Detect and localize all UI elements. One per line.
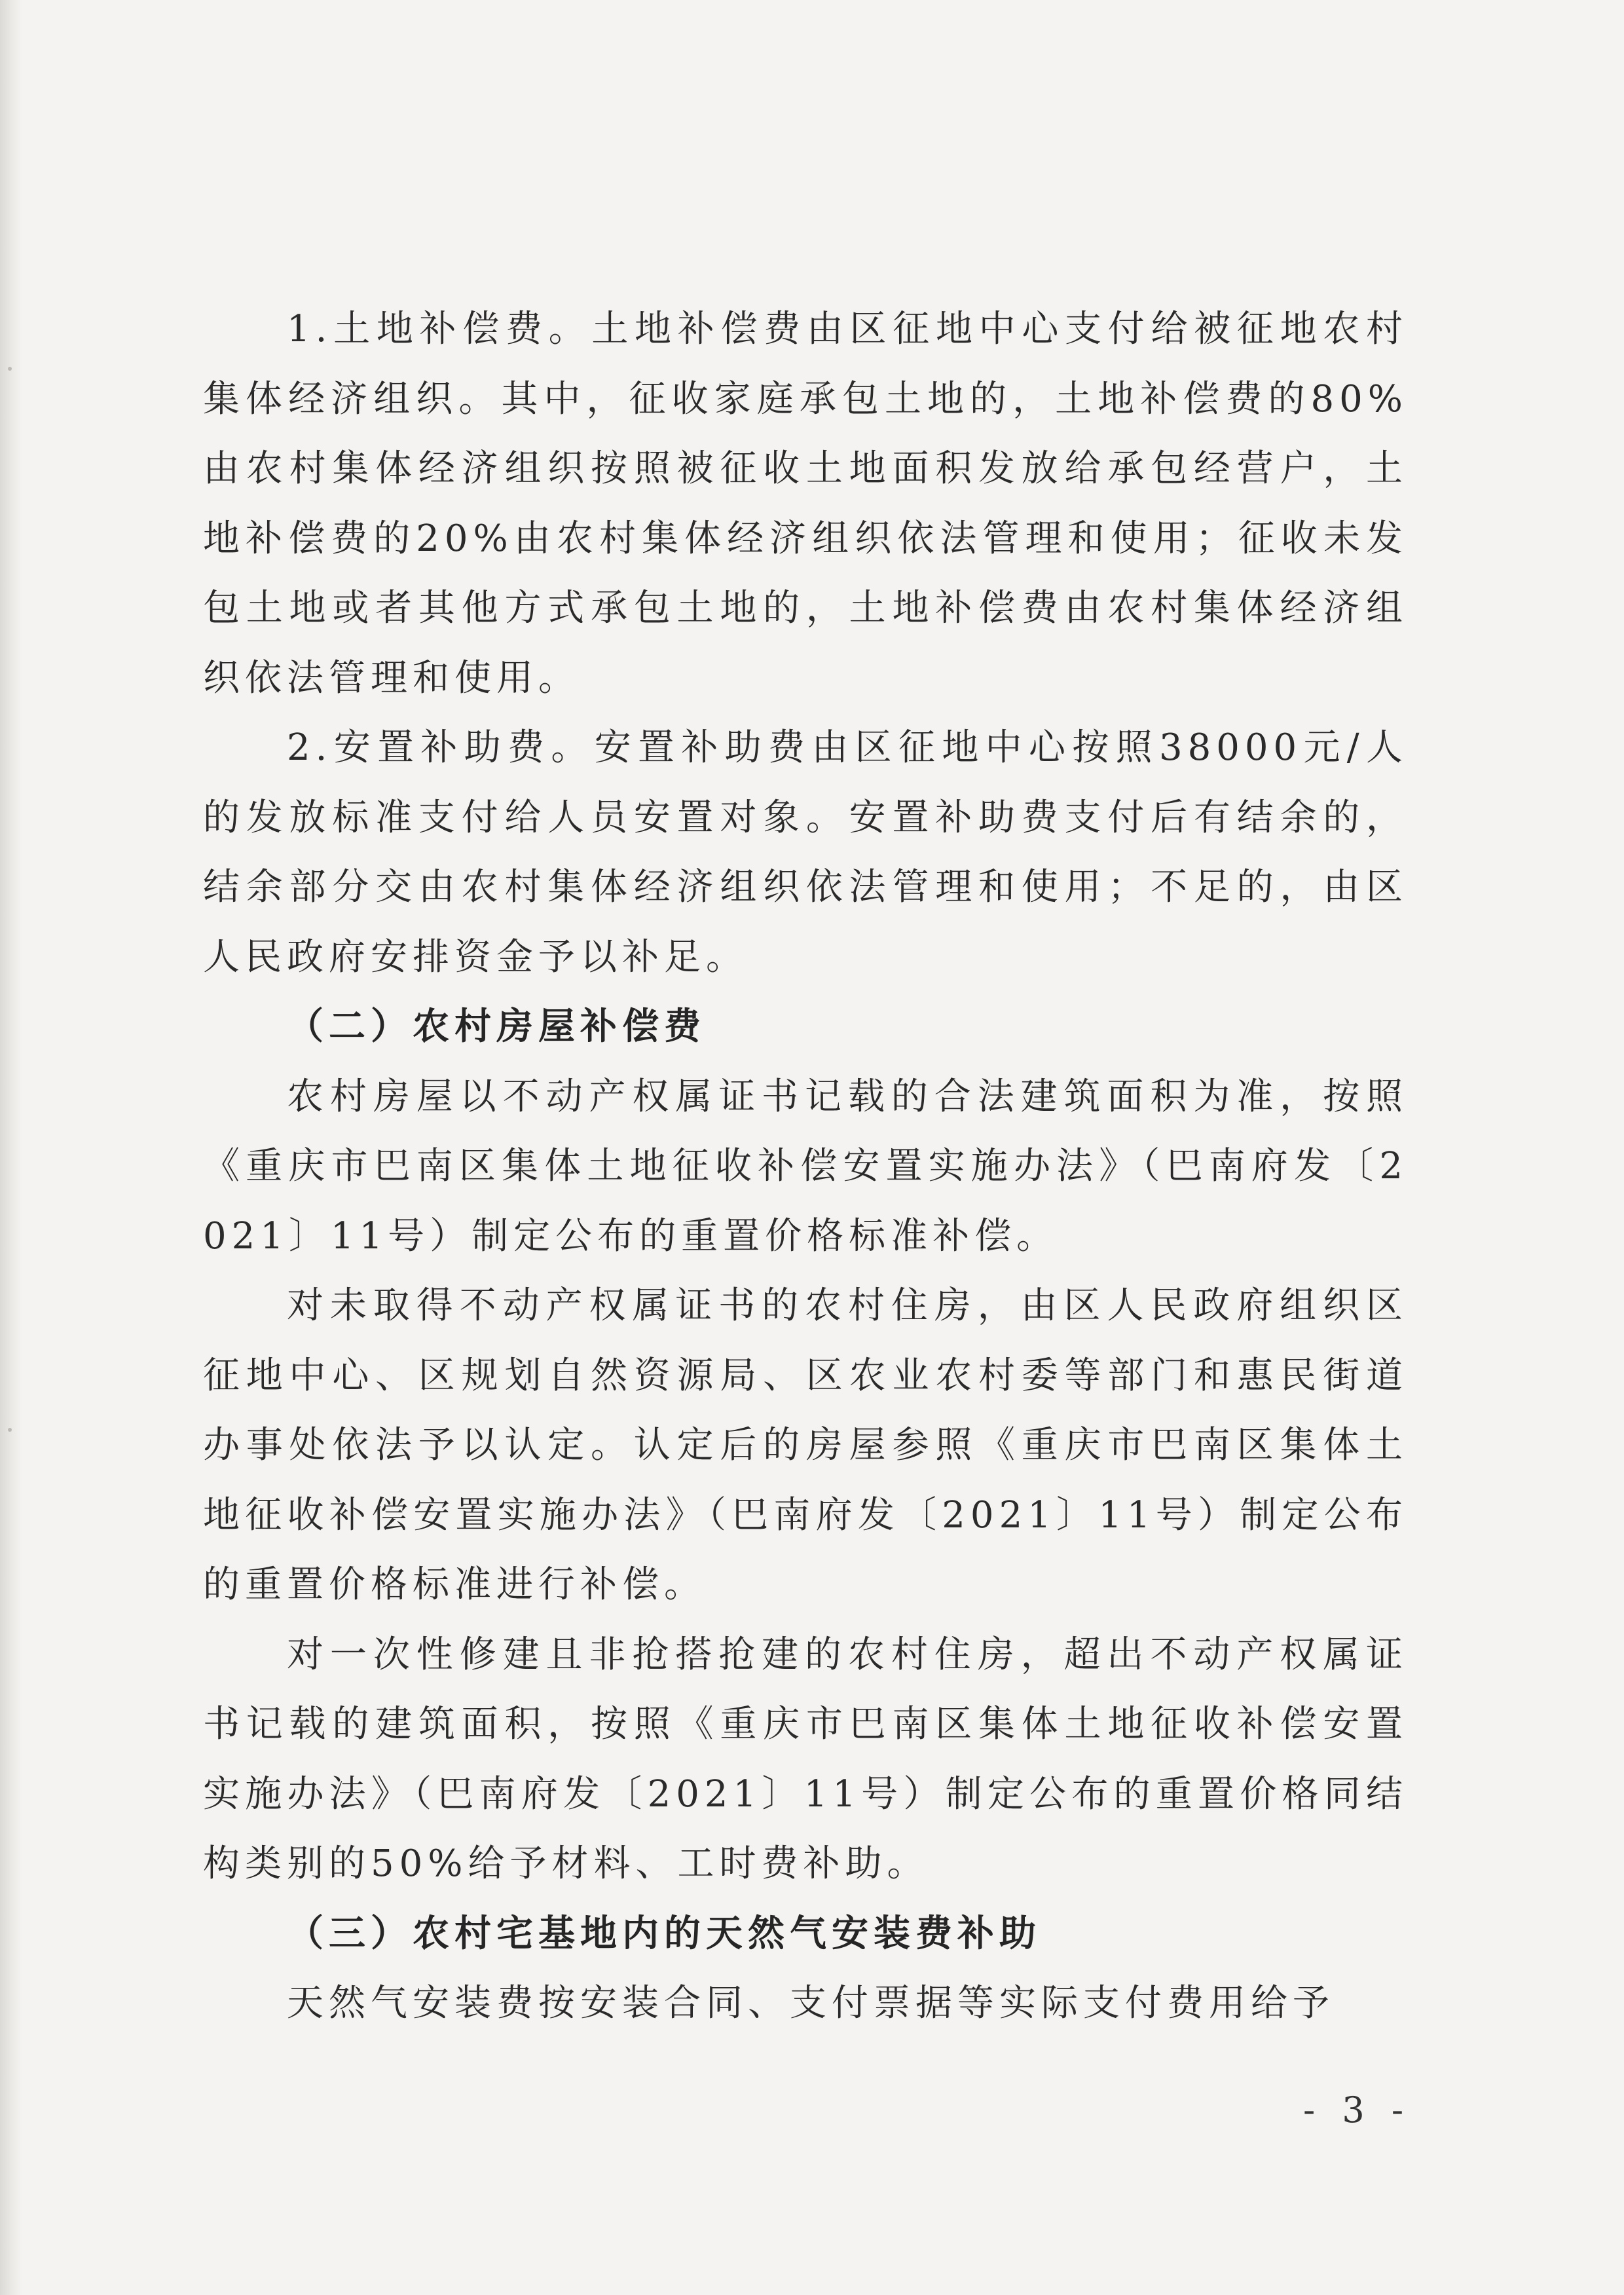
scan-speck xyxy=(8,1428,12,1432)
paragraph-land-compensation: 1.土地补偿费。土地补偿费由区征地中心支付给被征地农村集体经济组织。其中，征收家庭承包土地的，土地补偿费的80%由农村集体经济组织按照被征收土地面积发放给承包经营户，土地补偿费的20%由农村集体经济组织依法管理和使用；征收未发包土地或者其他方式承包土地的，土地补偿费由农村集体经济组织依法管理和使用。 xyxy=(203,308,1408,700)
paragraph-gas-installation: 天然气安装费按安装合同、支付票据等实际支付费用给予 xyxy=(287,1982,1335,2024)
page-number: - 3 - xyxy=(1303,2089,1412,2131)
paragraph-housing-standard: 农村房屋以不动产权属证书记载的合法建筑面积为准，按照《重庆市巴南区集体土地征收补偿安置实施办法》（巴南府发〔2021〕11号）制定公布的重置价格标准补偿。 xyxy=(203,1075,1408,1258)
paragraph-resettlement-subsidy: 2.安置补助费。安置补助费由区征地中心按照38000元/人的发放标准支付给人员安置对象。安置补助费支付后有结余的，结余部分交由农村集体经济组织依法管理和使用；不足的，由区人民政府安排资金予以补足。 xyxy=(203,726,1408,979)
document-body xyxy=(203,295,1408,2039)
scan-left-edge xyxy=(0,0,22,2295)
section-heading-rural-housing: （二）农村房屋补偿费 xyxy=(287,1005,706,1048)
paragraph-excess-area: 对一次性修建且非抢搭抢建的农村住房，超出不动产权属证书记载的建筑面积，按照《重庆市巴南区集体土地征收补偿安置实施办法》（巴南府发〔2021〕11号）制定公布的重置价格同结构类别的50%给予材料、工时费补助。 xyxy=(203,1633,1408,1885)
section-heading-gas-subsidy: （三）农村宅基地内的天然气安装费补助 xyxy=(287,1912,1041,1955)
scan-speck xyxy=(8,367,12,371)
paragraph-uncertified-housing: 对未取得不动产权属证书的农村住房，由区人民政府组织区征地中心、区规划自然资源局、区农业农村委等部门和惠民街道办事处依法予以认定。认定后的房屋参照《重庆市巴南区集体土地征收补偿安置实施办法》（巴南府发〔2021〕11号）制定公布的重置价格标准进行补偿。 xyxy=(203,1284,1408,1606)
